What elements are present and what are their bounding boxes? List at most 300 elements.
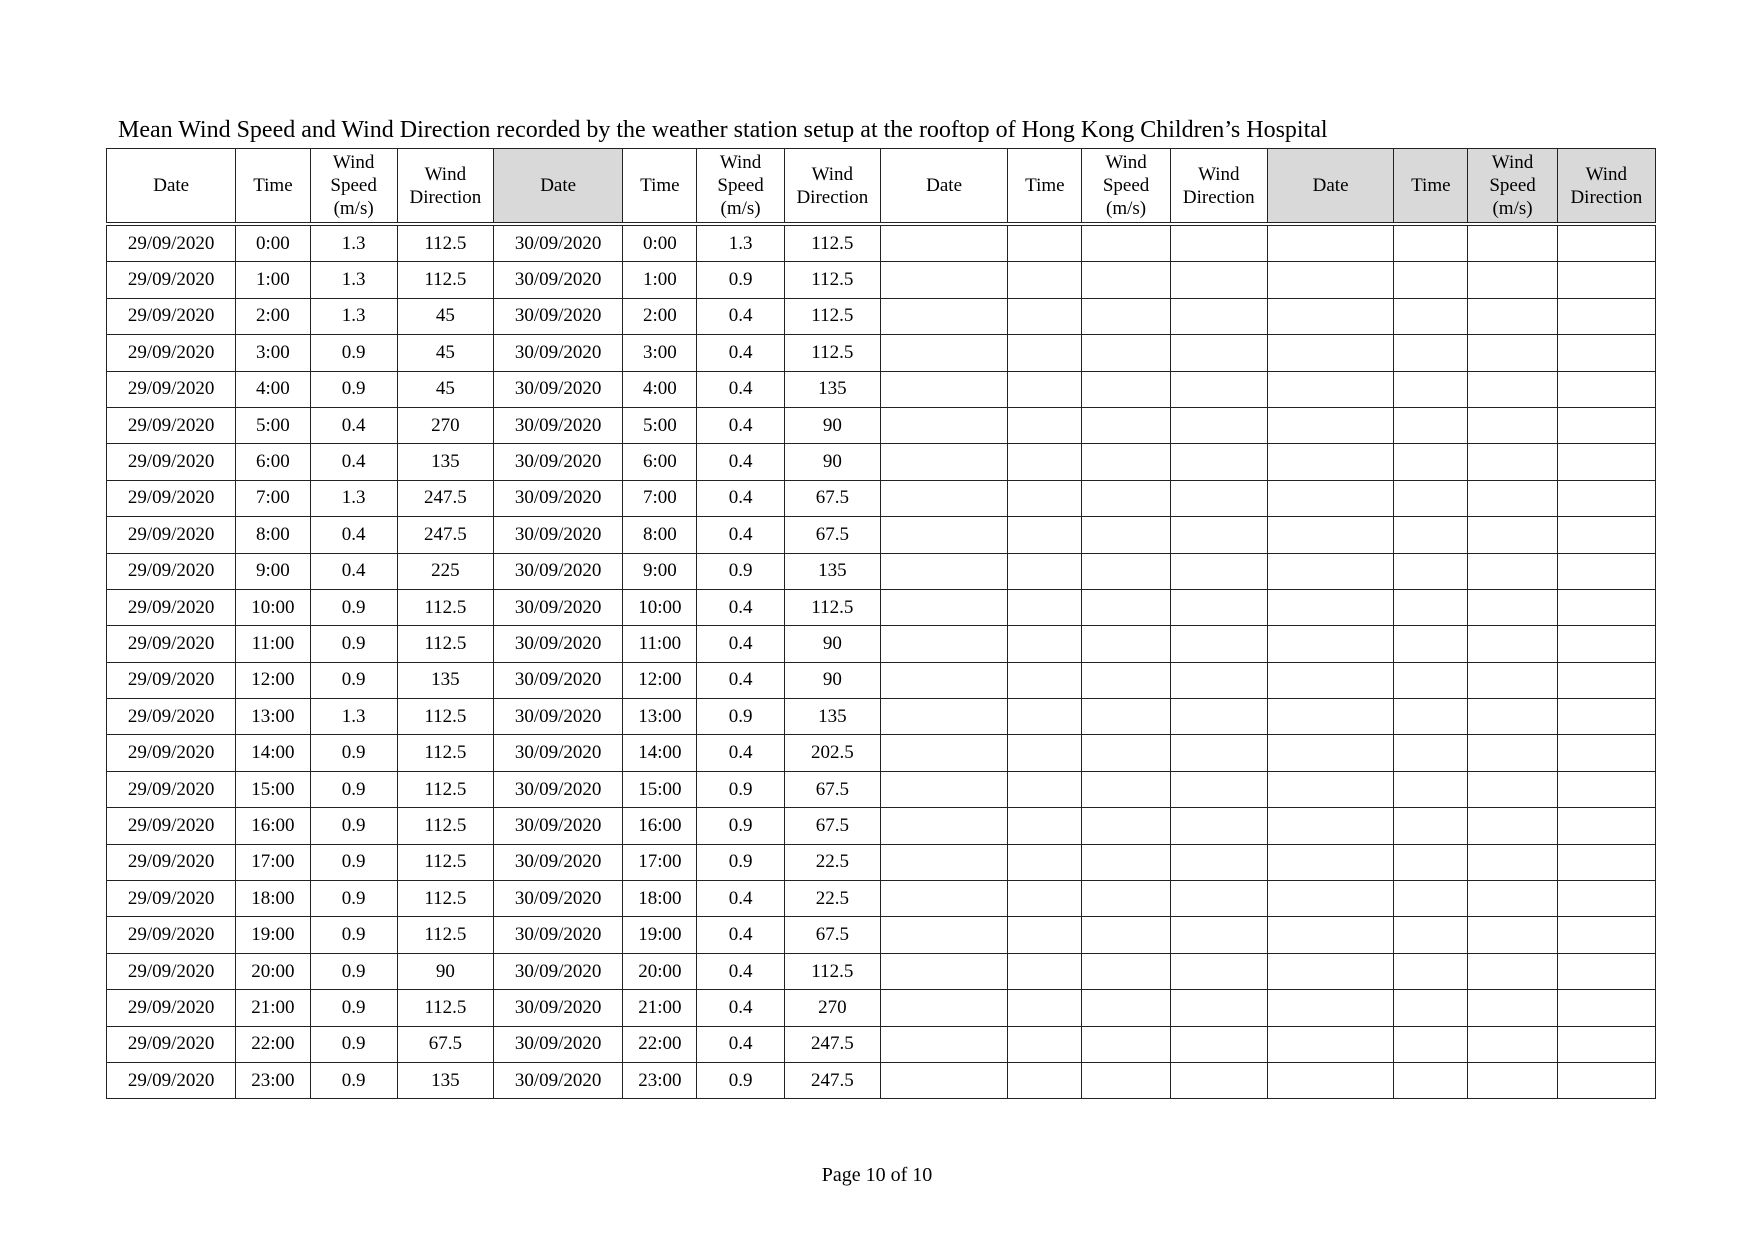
empty-cell (1267, 553, 1393, 589)
time-cell: 3:00 (236, 335, 310, 371)
wind-direction-cell: 135 (784, 371, 880, 407)
empty-cell (1468, 917, 1557, 953)
table-row (107, 371, 1656, 407)
empty-cell (1267, 262, 1393, 298)
empty-cell (1267, 480, 1393, 516)
col-header-wind-direction: Wind Direction (1170, 149, 1267, 225)
time-cell: 20:00 (236, 953, 310, 989)
empty-cell (880, 298, 1007, 334)
wind-direction-cell: 45 (397, 298, 493, 334)
empty-cell (1557, 699, 1655, 735)
empty-cell (1082, 662, 1170, 698)
wind-speed-cell: 0.4 (697, 626, 784, 662)
empty-cell (880, 626, 1007, 662)
empty-cell (1082, 808, 1170, 844)
time-cell: 10:00 (236, 589, 310, 625)
time-cell: 18:00 (236, 881, 310, 917)
empty-cell (1394, 844, 1468, 880)
wind-direction-cell: 135 (397, 662, 493, 698)
table-body (107, 224, 1656, 1099)
wind-direction-cell: 67.5 (784, 771, 880, 807)
empty-cell (880, 808, 1007, 844)
empty-cell (1267, 1062, 1393, 1098)
empty-cell (1394, 808, 1468, 844)
time-cell: 19:00 (236, 917, 310, 953)
date-cell: 29/09/2020 (107, 480, 236, 516)
date-cell: 29/09/2020 (107, 808, 236, 844)
time-cell: 3:00 (623, 335, 697, 371)
wind-speed-cell: 1.3 (310, 699, 397, 735)
time-cell: 11:00 (236, 626, 310, 662)
empty-cell (1267, 407, 1393, 443)
wind-speed-cell: 0.9 (697, 808, 784, 844)
wind-speed-cell: 0.9 (310, 662, 397, 698)
wind-direction-cell: 247.5 (784, 1026, 880, 1062)
date-cell: 30/09/2020 (493, 407, 622, 443)
empty-cell (1008, 335, 1082, 371)
date-cell: 29/09/2020 (107, 1062, 236, 1098)
wind-speed-cell: 0.9 (310, 990, 397, 1026)
wind-direction-cell: 112.5 (784, 298, 880, 334)
wind-direction-cell: 112.5 (397, 990, 493, 1026)
empty-cell (880, 335, 1007, 371)
date-cell: 30/09/2020 (493, 808, 622, 844)
empty-cell (1468, 808, 1557, 844)
wind-direction-cell: 112.5 (397, 262, 493, 298)
date-cell: 29/09/2020 (107, 881, 236, 917)
col-header-wind-speed: Wind Speed (m/s) (310, 149, 397, 225)
empty-cell (1557, 298, 1655, 334)
date-cell: 29/09/2020 (107, 1026, 236, 1062)
empty-cell (880, 553, 1007, 589)
empty-cell (880, 517, 1007, 553)
empty-cell (1082, 589, 1170, 625)
date-cell: 30/09/2020 (493, 771, 622, 807)
date-cell: 30/09/2020 (493, 444, 622, 480)
empty-cell (1008, 224, 1082, 262)
empty-cell (1468, 480, 1557, 516)
date-cell: 30/09/2020 (493, 626, 622, 662)
wind-speed-cell: 0.9 (310, 953, 397, 989)
empty-cell (1557, 626, 1655, 662)
wind-speed-cell: 0.4 (310, 444, 397, 480)
empty-cell (1267, 771, 1393, 807)
col-header-date: Date (493, 149, 622, 225)
empty-cell (1267, 444, 1393, 480)
time-cell: 22:00 (236, 1026, 310, 1062)
empty-cell (1557, 1062, 1655, 1098)
empty-cell (1082, 626, 1170, 662)
date-cell: 30/09/2020 (493, 517, 622, 553)
col-header-date: Date (107, 149, 236, 225)
date-cell: 30/09/2020 (493, 262, 622, 298)
table-row (107, 771, 1656, 807)
empty-cell (1267, 335, 1393, 371)
time-cell: 23:00 (236, 1062, 310, 1098)
date-cell: 29/09/2020 (107, 371, 236, 407)
time-cell: 10:00 (623, 589, 697, 625)
wind-speed-cell: 0.9 (310, 771, 397, 807)
wind-direction-cell: 90 (784, 662, 880, 698)
empty-cell (1394, 335, 1468, 371)
empty-cell (1468, 262, 1557, 298)
date-cell: 29/09/2020 (107, 735, 236, 771)
wind-speed-cell: 0.9 (697, 699, 784, 735)
wind-speed-cell: 0.4 (697, 881, 784, 917)
wind-speed-cell: 0.4 (697, 1026, 784, 1062)
wind-direction-cell: 112.5 (397, 626, 493, 662)
table-row (107, 735, 1656, 771)
empty-cell (1008, 589, 1082, 625)
empty-cell (1267, 589, 1393, 625)
wind-speed-cell: 0.9 (310, 881, 397, 917)
empty-cell (1170, 517, 1267, 553)
empty-cell (1557, 589, 1655, 625)
time-cell: 2:00 (623, 298, 697, 334)
wind-speed-cell: 0.9 (310, 1026, 397, 1062)
empty-cell (1394, 735, 1468, 771)
empty-cell (1557, 953, 1655, 989)
wind-direction-cell: 67.5 (784, 808, 880, 844)
empty-cell (880, 371, 1007, 407)
empty-cell (1008, 371, 1082, 407)
table-row (107, 335, 1656, 371)
time-cell: 1:00 (623, 262, 697, 298)
time-cell: 6:00 (623, 444, 697, 480)
empty-cell (1267, 844, 1393, 880)
time-cell: 7:00 (236, 480, 310, 516)
wind-speed-cell: 0.9 (697, 262, 784, 298)
empty-cell (1557, 407, 1655, 443)
empty-cell (1008, 699, 1082, 735)
empty-cell (880, 953, 1007, 989)
wind-speed-cell: 0.9 (310, 735, 397, 771)
date-cell: 29/09/2020 (107, 662, 236, 698)
empty-cell (1170, 480, 1267, 516)
date-cell: 29/09/2020 (107, 589, 236, 625)
wind-direction-cell: 247.5 (397, 480, 493, 516)
time-cell: 0:00 (236, 224, 310, 262)
empty-cell (1394, 589, 1468, 625)
wind-direction-cell: 90 (397, 953, 493, 989)
wind-direction-cell: 112.5 (397, 808, 493, 844)
table-row (107, 1026, 1656, 1062)
time-cell: 23:00 (623, 1062, 697, 1098)
table-row (107, 844, 1656, 880)
date-cell: 29/09/2020 (107, 262, 236, 298)
wind-direction-cell: 270 (397, 407, 493, 443)
empty-cell (880, 589, 1007, 625)
col-header-wind-direction: Wind Direction (397, 149, 493, 225)
wind-direction-cell: 135 (784, 553, 880, 589)
wind-speed-cell: 0.4 (697, 589, 784, 625)
wind-direction-cell: 90 (784, 444, 880, 480)
empty-cell (1082, 553, 1170, 589)
time-cell: 14:00 (623, 735, 697, 771)
empty-cell (1008, 771, 1082, 807)
date-cell: 29/09/2020 (107, 699, 236, 735)
empty-cell (1394, 262, 1468, 298)
wind-speed-cell: 0.9 (697, 1062, 784, 1098)
wind-speed-cell: 0.9 (697, 553, 784, 589)
wind-direction-cell: 112.5 (784, 335, 880, 371)
table-row (107, 990, 1656, 1026)
wind-speed-cell: 1.3 (310, 480, 397, 516)
wind-direction-cell: 45 (397, 371, 493, 407)
wind-speed-cell: 0.4 (697, 335, 784, 371)
wind-direction-cell: 112.5 (397, 844, 493, 880)
empty-cell (1557, 444, 1655, 480)
wind-direction-cell: 112.5 (784, 262, 880, 298)
empty-cell (1008, 298, 1082, 334)
empty-cell (1267, 626, 1393, 662)
empty-cell (1170, 1026, 1267, 1062)
empty-cell (880, 1062, 1007, 1098)
empty-cell (1557, 881, 1655, 917)
col-header-date: Date (1267, 149, 1393, 225)
date-cell: 29/09/2020 (107, 335, 236, 371)
empty-cell (1008, 480, 1082, 516)
wind-direction-cell: 67.5 (784, 480, 880, 516)
wind-direction-cell: 22.5 (784, 844, 880, 880)
empty-cell (1008, 444, 1082, 480)
empty-cell (880, 224, 1007, 262)
table-row (107, 808, 1656, 844)
wind-speed-cell: 0.4 (697, 480, 784, 516)
table-row (107, 224, 1656, 262)
wind-speed-cell: 0.4 (697, 735, 784, 771)
date-cell: 30/09/2020 (493, 990, 622, 1026)
empty-cell (880, 262, 1007, 298)
empty-cell (1468, 662, 1557, 698)
empty-cell (1267, 1026, 1393, 1062)
empty-cell (1170, 990, 1267, 1026)
time-cell: 6:00 (236, 444, 310, 480)
date-cell: 30/09/2020 (493, 298, 622, 334)
empty-cell (1394, 224, 1468, 262)
empty-cell (1082, 262, 1170, 298)
col-header-time: Time (1394, 149, 1468, 225)
date-cell: 29/09/2020 (107, 224, 236, 262)
empty-cell (1170, 771, 1267, 807)
empty-cell (1170, 735, 1267, 771)
date-cell: 30/09/2020 (493, 589, 622, 625)
table-row (107, 407, 1656, 443)
table-row (107, 444, 1656, 480)
wind-direction-cell: 45 (397, 335, 493, 371)
table-row (107, 1062, 1656, 1098)
empty-cell (1468, 444, 1557, 480)
empty-cell (1394, 771, 1468, 807)
date-cell: 30/09/2020 (493, 480, 622, 516)
date-cell: 29/09/2020 (107, 953, 236, 989)
table-row (107, 480, 1656, 516)
wind-direction-cell: 112.5 (397, 771, 493, 807)
date-cell: 29/09/2020 (107, 407, 236, 443)
empty-cell (1008, 1026, 1082, 1062)
time-cell: 11:00 (623, 626, 697, 662)
time-cell: 9:00 (236, 553, 310, 589)
date-cell: 29/09/2020 (107, 771, 236, 807)
empty-cell (1082, 881, 1170, 917)
empty-cell (1082, 735, 1170, 771)
empty-cell (1008, 990, 1082, 1026)
wind-direction-cell: 270 (784, 990, 880, 1026)
empty-cell (1170, 953, 1267, 989)
empty-cell (1267, 224, 1393, 262)
empty-cell (1082, 480, 1170, 516)
empty-cell (1394, 444, 1468, 480)
empty-cell (1267, 371, 1393, 407)
empty-cell (1008, 735, 1082, 771)
empty-cell (1267, 699, 1393, 735)
wind-speed-cell: 1.3 (310, 298, 397, 334)
table-row (107, 626, 1656, 662)
wind-speed-cell: 0.9 (697, 844, 784, 880)
wind-speed-cell: 0.9 (310, 626, 397, 662)
empty-cell (1170, 808, 1267, 844)
time-cell: 21:00 (623, 990, 697, 1026)
empty-cell (1468, 298, 1557, 334)
wind-speed-cell: 0.9 (310, 371, 397, 407)
date-cell: 30/09/2020 (493, 224, 622, 262)
empty-cell (1170, 298, 1267, 334)
empty-cell (1267, 298, 1393, 334)
table-row (107, 589, 1656, 625)
empty-cell (880, 662, 1007, 698)
wind-direction-cell: 90 (784, 626, 880, 662)
empty-cell (1170, 262, 1267, 298)
wind-direction-cell: 67.5 (397, 1026, 493, 1062)
empty-cell (1557, 917, 1655, 953)
empty-cell (1468, 699, 1557, 735)
empty-cell (1008, 626, 1082, 662)
date-cell: 30/09/2020 (493, 735, 622, 771)
time-cell: 21:00 (236, 990, 310, 1026)
empty-cell (1468, 589, 1557, 625)
empty-cell (1557, 517, 1655, 553)
empty-cell (1082, 371, 1170, 407)
empty-cell (1267, 953, 1393, 989)
empty-cell (1170, 407, 1267, 443)
header-row (107, 149, 1656, 225)
empty-cell (1170, 444, 1267, 480)
empty-cell (1082, 917, 1170, 953)
wind-direction-cell: 112.5 (397, 917, 493, 953)
wind-speed-cell: 0.4 (310, 553, 397, 589)
empty-cell (1082, 1026, 1170, 1062)
wind-direction-cell: 67.5 (784, 517, 880, 553)
wind-speed-cell: 1.3 (310, 262, 397, 298)
empty-cell (1557, 335, 1655, 371)
empty-cell (1557, 224, 1655, 262)
wind-speed-cell: 0.4 (697, 371, 784, 407)
empty-cell (1267, 662, 1393, 698)
empty-cell (1557, 480, 1655, 516)
empty-cell (1008, 1062, 1082, 1098)
empty-cell (1267, 881, 1393, 917)
empty-cell (1170, 917, 1267, 953)
wind-speed-cell: 0.4 (310, 407, 397, 443)
date-cell: 30/09/2020 (493, 662, 622, 698)
wind-direction-cell: 247.5 (784, 1062, 880, 1098)
date-cell: 30/09/2020 (493, 1062, 622, 1098)
empty-cell (1170, 335, 1267, 371)
empty-cell (1394, 626, 1468, 662)
empty-cell (1468, 224, 1557, 262)
time-cell: 17:00 (236, 844, 310, 880)
wind-direction-cell: 112.5 (397, 735, 493, 771)
empty-cell (1082, 298, 1170, 334)
empty-cell (1082, 844, 1170, 880)
empty-cell (1082, 444, 1170, 480)
empty-cell (1394, 1062, 1468, 1098)
empty-cell (880, 735, 1007, 771)
time-cell: 5:00 (623, 407, 697, 443)
empty-cell (1008, 262, 1082, 298)
wind-direction-cell: 112.5 (397, 224, 493, 262)
empty-cell (1468, 771, 1557, 807)
wind-speed-cell: 0.9 (310, 589, 397, 625)
col-header-wind-speed: Wind Speed (m/s) (1468, 149, 1557, 225)
empty-cell (1008, 517, 1082, 553)
col-header-wind-direction: Wind Direction (784, 149, 880, 225)
empty-cell (1557, 771, 1655, 807)
wind-direction-cell: 112.5 (397, 881, 493, 917)
empty-cell (1170, 699, 1267, 735)
date-cell: 29/09/2020 (107, 990, 236, 1026)
empty-cell (1394, 553, 1468, 589)
empty-cell (1468, 881, 1557, 917)
time-cell: 4:00 (623, 371, 697, 407)
col-header-wind-direction: Wind Direction (1557, 149, 1655, 225)
empty-cell (1082, 953, 1170, 989)
wind-direction-cell: 67.5 (784, 917, 880, 953)
wind-direction-cell: 202.5 (784, 735, 880, 771)
empty-cell (1557, 662, 1655, 698)
empty-cell (1170, 662, 1267, 698)
page-number: Page 10 of 10 (821, 1164, 933, 1186)
empty-cell (1557, 262, 1655, 298)
empty-cell (1082, 990, 1170, 1026)
empty-cell (1267, 917, 1393, 953)
empty-cell (1267, 517, 1393, 553)
empty-cell (880, 917, 1007, 953)
col-header-wind-speed: Wind Speed (m/s) (697, 149, 784, 225)
wind-direction-cell: 247.5 (397, 517, 493, 553)
empty-cell (880, 444, 1007, 480)
time-cell: 8:00 (236, 517, 310, 553)
time-cell: 7:00 (623, 480, 697, 516)
empty-cell (1082, 224, 1170, 262)
empty-cell (1468, 844, 1557, 880)
date-cell: 30/09/2020 (493, 553, 622, 589)
date-cell: 29/09/2020 (107, 917, 236, 953)
table-row (107, 917, 1656, 953)
wind-speed-cell: 0.9 (310, 335, 397, 371)
empty-cell (1082, 407, 1170, 443)
wind-direction-cell: 225 (397, 553, 493, 589)
date-cell: 29/09/2020 (107, 553, 236, 589)
wind-speed-cell: 0.4 (697, 990, 784, 1026)
empty-cell (880, 881, 1007, 917)
empty-cell (1468, 553, 1557, 589)
empty-cell (1170, 224, 1267, 262)
date-cell: 30/09/2020 (493, 844, 622, 880)
wind-speed-cell: 0.9 (697, 771, 784, 807)
wind-speed-cell: 0.4 (697, 662, 784, 698)
date-cell: 30/09/2020 (493, 881, 622, 917)
